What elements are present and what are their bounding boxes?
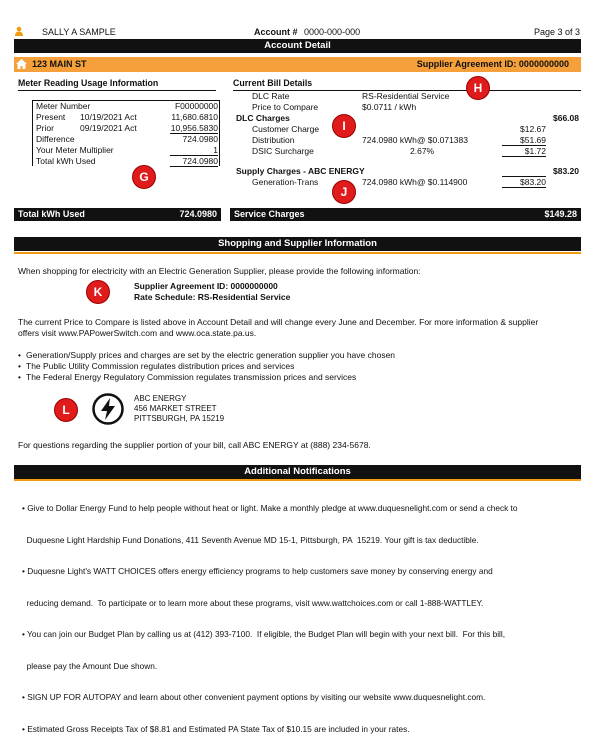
service-address: 123 MAIN ST (32, 59, 87, 69)
generation-calc: 724.0980 kWh@ $0.114900 (362, 177, 468, 187)
dlc-rate-value: RS-Residential Service (362, 91, 450, 101)
distribution-label: Distribution (252, 135, 295, 145)
difference-label: Difference (36, 134, 75, 144)
ptc-value: $0.0711 / kWh (362, 102, 417, 112)
supplier-city: PITTSBURGH, PA 15219 (134, 414, 225, 423)
list-item: • SIGN UP FOR AUTOPAY and learn about other convenient payment options by visiting our website www.duquesnelight.com. (22, 692, 486, 702)
account-label: Account # (254, 27, 298, 37)
dlc-charges-label: DLC Charges (236, 113, 290, 123)
list-item: • Give to Dollar Energy Fund to help people without heat or light. Make a monthly pledge at www.duquesnelight.com or send a check to (22, 503, 518, 513)
difference-value: 724.0980 (182, 134, 218, 144)
shopping-rate-schedule: Rate Schedule: RS-Residential Service (134, 292, 291, 302)
prior-label: Prior (36, 123, 54, 133)
account-value: 0000-000-000 (304, 27, 361, 37)
service-charges-bar (230, 208, 581, 221)
lightning-logo-icon (92, 393, 124, 425)
total-kwh-bar-value: 724.0980 (179, 209, 217, 219)
person-icon (14, 26, 24, 36)
badge-g: G (132, 165, 156, 189)
customer-name: SALLY A SAMPLE (42, 27, 116, 37)
distribution-value: $51.69 (520, 135, 546, 145)
shopping-divider (14, 252, 581, 254)
total-kwh-bar-label: Total kWh Used (18, 209, 85, 219)
address-bar (14, 57, 581, 72)
ptc-label: Price to Compare (252, 102, 319, 112)
present-value: 11,680.6810 (171, 112, 218, 122)
multiplier-label: Your Meter Multiplier (36, 145, 114, 155)
total-kwh-bar (14, 208, 221, 221)
list-item: Duquesne Light Hardship Fund Donations, 411 Seventh Avenue MD 15-1, Pittsburgh, PA 15219. Your gift is tax deductible. (22, 534, 479, 545)
badge-j: J (332, 180, 356, 204)
distribution-calc: 724.0980 kWh@ $0.071383 (362, 135, 468, 145)
badge-h: H (466, 76, 490, 100)
meter-number-label: Meter Number (36, 101, 91, 111)
dsic-percent: 2.67% (410, 146, 435, 156)
generation-value: $83.20 (502, 176, 546, 188)
supplier-address (134, 394, 224, 424)
badge-l: L (54, 398, 78, 422)
bill-section-title: Current Bill Details (233, 78, 581, 91)
supply-charges-label: Supply Charges - ABC ENERGY (236, 166, 365, 176)
list-item: • Estimated Gross Receipts Tax of $8.81 and Estimated PA State Tax of $10.15 are included in your rates. (22, 723, 410, 734)
service-charges-value: $149.28 (544, 209, 577, 219)
ptc-note-line2: offers visit www.PAPowerSwitch.com and www.oca.state.pa.us. (18, 328, 257, 338)
dsic-label: DSIC Surcharge (252, 146, 314, 156)
supplier-questions: For questions regarding the supplier portion of your bill, call ABC ENERGY at (888) 234-5678. (18, 440, 371, 450)
badge-k: K (86, 280, 110, 304)
service-charges-label: Service Charges (234, 209, 305, 219)
shopping-agreement: Supplier Agreement ID: 0000000000 (134, 281, 278, 291)
total-kwh-label: Total kWh Used (36, 156, 96, 166)
account-number (254, 27, 360, 37)
supplier-street: 456 MARKET STREET (134, 404, 217, 413)
list-item: • You can join our Budget Plan by calling us at (412) 393-7100. If eligible, the Budget Plan will begin with your next bill. For this bill, (22, 629, 506, 639)
notifications-divider (14, 479, 581, 481)
meter-section-title: Meter Reading Usage Information (18, 78, 216, 91)
multiplier-value: 1 (213, 145, 218, 155)
dlc-charges-total: $66.08 (553, 113, 579, 123)
shopping-title: Shopping and Supplier Information (14, 237, 581, 251)
dsic-value: $1.72 (502, 145, 546, 157)
notifications-list (22, 482, 517, 745)
present-label: Present (36, 112, 66, 122)
shopping-intro: When shopping for electricity with an Electric Generation Supplier, please provide the following information: (18, 266, 421, 276)
list-item: • The Federal Energy Regulatory Commission regulates transmission prices and services (18, 372, 395, 383)
prior-value: 10,956.5830 (170, 123, 218, 133)
total-kwh-value: 724.0980 (170, 155, 218, 167)
home-icon (16, 59, 27, 71)
generation-label: Generation-Trans (252, 177, 319, 187)
list-item: please pay the Amount Due shown. (22, 660, 158, 671)
supplier-agreement-id: Supplier Agreement ID: 0000000000 (416, 59, 569, 69)
list-item: • Duquesne Light's WATT CHOICES offers energy efficiency programs to help customers save money by conserving energy and (22, 566, 493, 576)
supply-charges-total: $83.20 (553, 166, 579, 176)
shopping-bullets (18, 350, 395, 383)
prior-date: 09/19/2021 Act (80, 123, 137, 133)
list-item: • The Public Utility Commission regulates distribution prices and services (18, 361, 395, 372)
customer-charge-value: $12.67 (520, 124, 546, 134)
page-number: Page 3 of 3 (533, 27, 580, 37)
present-date: 10/19/2021 Act (80, 112, 137, 122)
customer-charge-label: Customer Charge (252, 124, 320, 134)
account-detail-title: Account Detail (14, 39, 581, 53)
badge-i: I (332, 114, 356, 138)
dlc-rate-label: DLC Rate (252, 91, 290, 101)
meter-number-value: F00000000 (174, 101, 218, 111)
list-item: reducing demand. To participate or to learn more about these programs, visit www.wattchoices.com or call 1-888-WATTLEY. (22, 597, 484, 608)
notifications-title: Additional Notifications (14, 465, 581, 479)
list-item: • Generation/Supply prices and charges are set by the electric generation supplier you have chosen (18, 350, 395, 361)
ptc-note-line1: The current Price to Compare is listed above in Account Detail and will change every June and December. For more information & supplier (18, 317, 539, 327)
supplier-name: ABC ENERGY (134, 394, 187, 403)
